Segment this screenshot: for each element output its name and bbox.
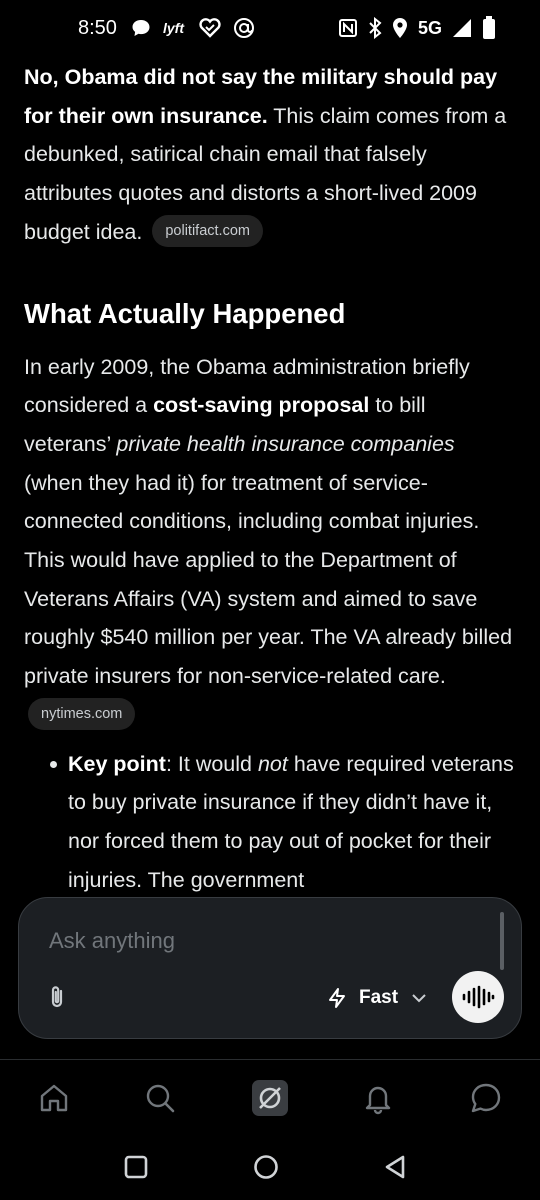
recents-button[interactable]: [122, 1153, 150, 1181]
nfc-icon: [338, 18, 358, 38]
body-italic-text: private health insurance companies: [116, 431, 455, 456]
at-sign-icon: [233, 17, 255, 39]
back-button[interactable]: [382, 1153, 410, 1181]
search-icon: [143, 1081, 177, 1115]
body-paragraph: [24, 348, 516, 735]
bluetooth-icon: [368, 17, 382, 39]
body-text-3: (when they had it) for treatment of service-connected conditions, including combat injuries. This would have applied to the Department of Veterans Affairs (VA) system and aimed to save roughly $540 million per year. The VA already billed private insurers for non-service-related care.: [24, 470, 513, 689]
status-time: 8:50: [78, 16, 117, 39]
bullet-bold-label: Key point: [68, 751, 166, 776]
tab-grok[interactable]: [250, 1078, 290, 1118]
input-scrollbar[interactable]: [500, 912, 504, 970]
response-content: [0, 56, 540, 896]
status-bar: [0, 0, 540, 56]
voice-mode-button[interactable]: [452, 971, 504, 1023]
tab-home[interactable]: [34, 1078, 74, 1118]
bullet-text-1: : It would: [165, 751, 258, 776]
ask-input[interactable]: Ask anything: [49, 928, 175, 953]
intro-bold-claim: No, Obama did not say the military should pay for their own insurance.: [24, 65, 498, 128]
section-heading: What Actually Happened: [24, 297, 346, 329]
list-item: [44, 745, 516, 896]
tab-search[interactable]: [140, 1078, 180, 1118]
intro-text: This claim comes from a debunked, satirical chain email that falsely attributes quotes and distorts a short-lived 2009 budget idea.: [24, 103, 507, 244]
body-bold-text: cost-saving proposal: [153, 393, 370, 418]
tab-messages[interactable]: [466, 1078, 506, 1118]
intro-paragraph: [24, 58, 516, 252]
mode-label: Fast: [359, 987, 399, 1008]
source-chip-nytimes[interactable]: nytimes.com: [28, 698, 135, 730]
android-nav-bar: [0, 1135, 540, 1200]
attach-button[interactable]: [45, 984, 71, 1012]
network-type: 5G: [417, 17, 442, 38]
body-text-1: In early 2009, the Obama administration briefly considered a: [24, 354, 470, 418]
bell-icon: [361, 1081, 395, 1115]
chat-bubble-icon: [131, 18, 151, 38]
recents-icon: [122, 1153, 150, 1181]
svg-text:lyft: lyft: [162, 20, 184, 36]
grok-icon: [251, 1079, 289, 1117]
tab-notifications[interactable]: [358, 1078, 398, 1118]
back-icon: [382, 1153, 410, 1181]
bottom-tab-bar: [0, 1059, 540, 1135]
composer: [18, 897, 522, 1039]
chevron-down-icon: [410, 989, 428, 1007]
paperclip-icon: [45, 984, 71, 1012]
bullet-italic-text: not: [257, 751, 288, 776]
signal-icon: [452, 18, 472, 38]
bullet-text-2: have required veterans to buy private insurance if they didn’t have it, nor forced them to pay out of pocket for their injuries. The government: [68, 751, 514, 892]
voice-waveform-icon: [461, 985, 495, 1009]
body-text-2: to bill veterans’: [24, 393, 426, 456]
heart-icon: [199, 18, 221, 38]
home-nav-button[interactable]: [252, 1153, 280, 1181]
source-chip-politifact[interactable]: politifact.com: [152, 215, 263, 247]
location-icon: [392, 17, 408, 39]
lyft-icon: [163, 19, 187, 37]
home-icon: [37, 1081, 71, 1115]
home-circle-icon: [252, 1153, 280, 1181]
bullet-list: [24, 745, 516, 896]
lightning-icon: [327, 987, 347, 1009]
message-bubble-icon: [469, 1081, 503, 1115]
battery-icon: [482, 16, 496, 40]
notification-icons: [131, 17, 255, 39]
mode-selector[interactable]: [327, 984, 428, 1012]
system-icons: [338, 16, 496, 40]
